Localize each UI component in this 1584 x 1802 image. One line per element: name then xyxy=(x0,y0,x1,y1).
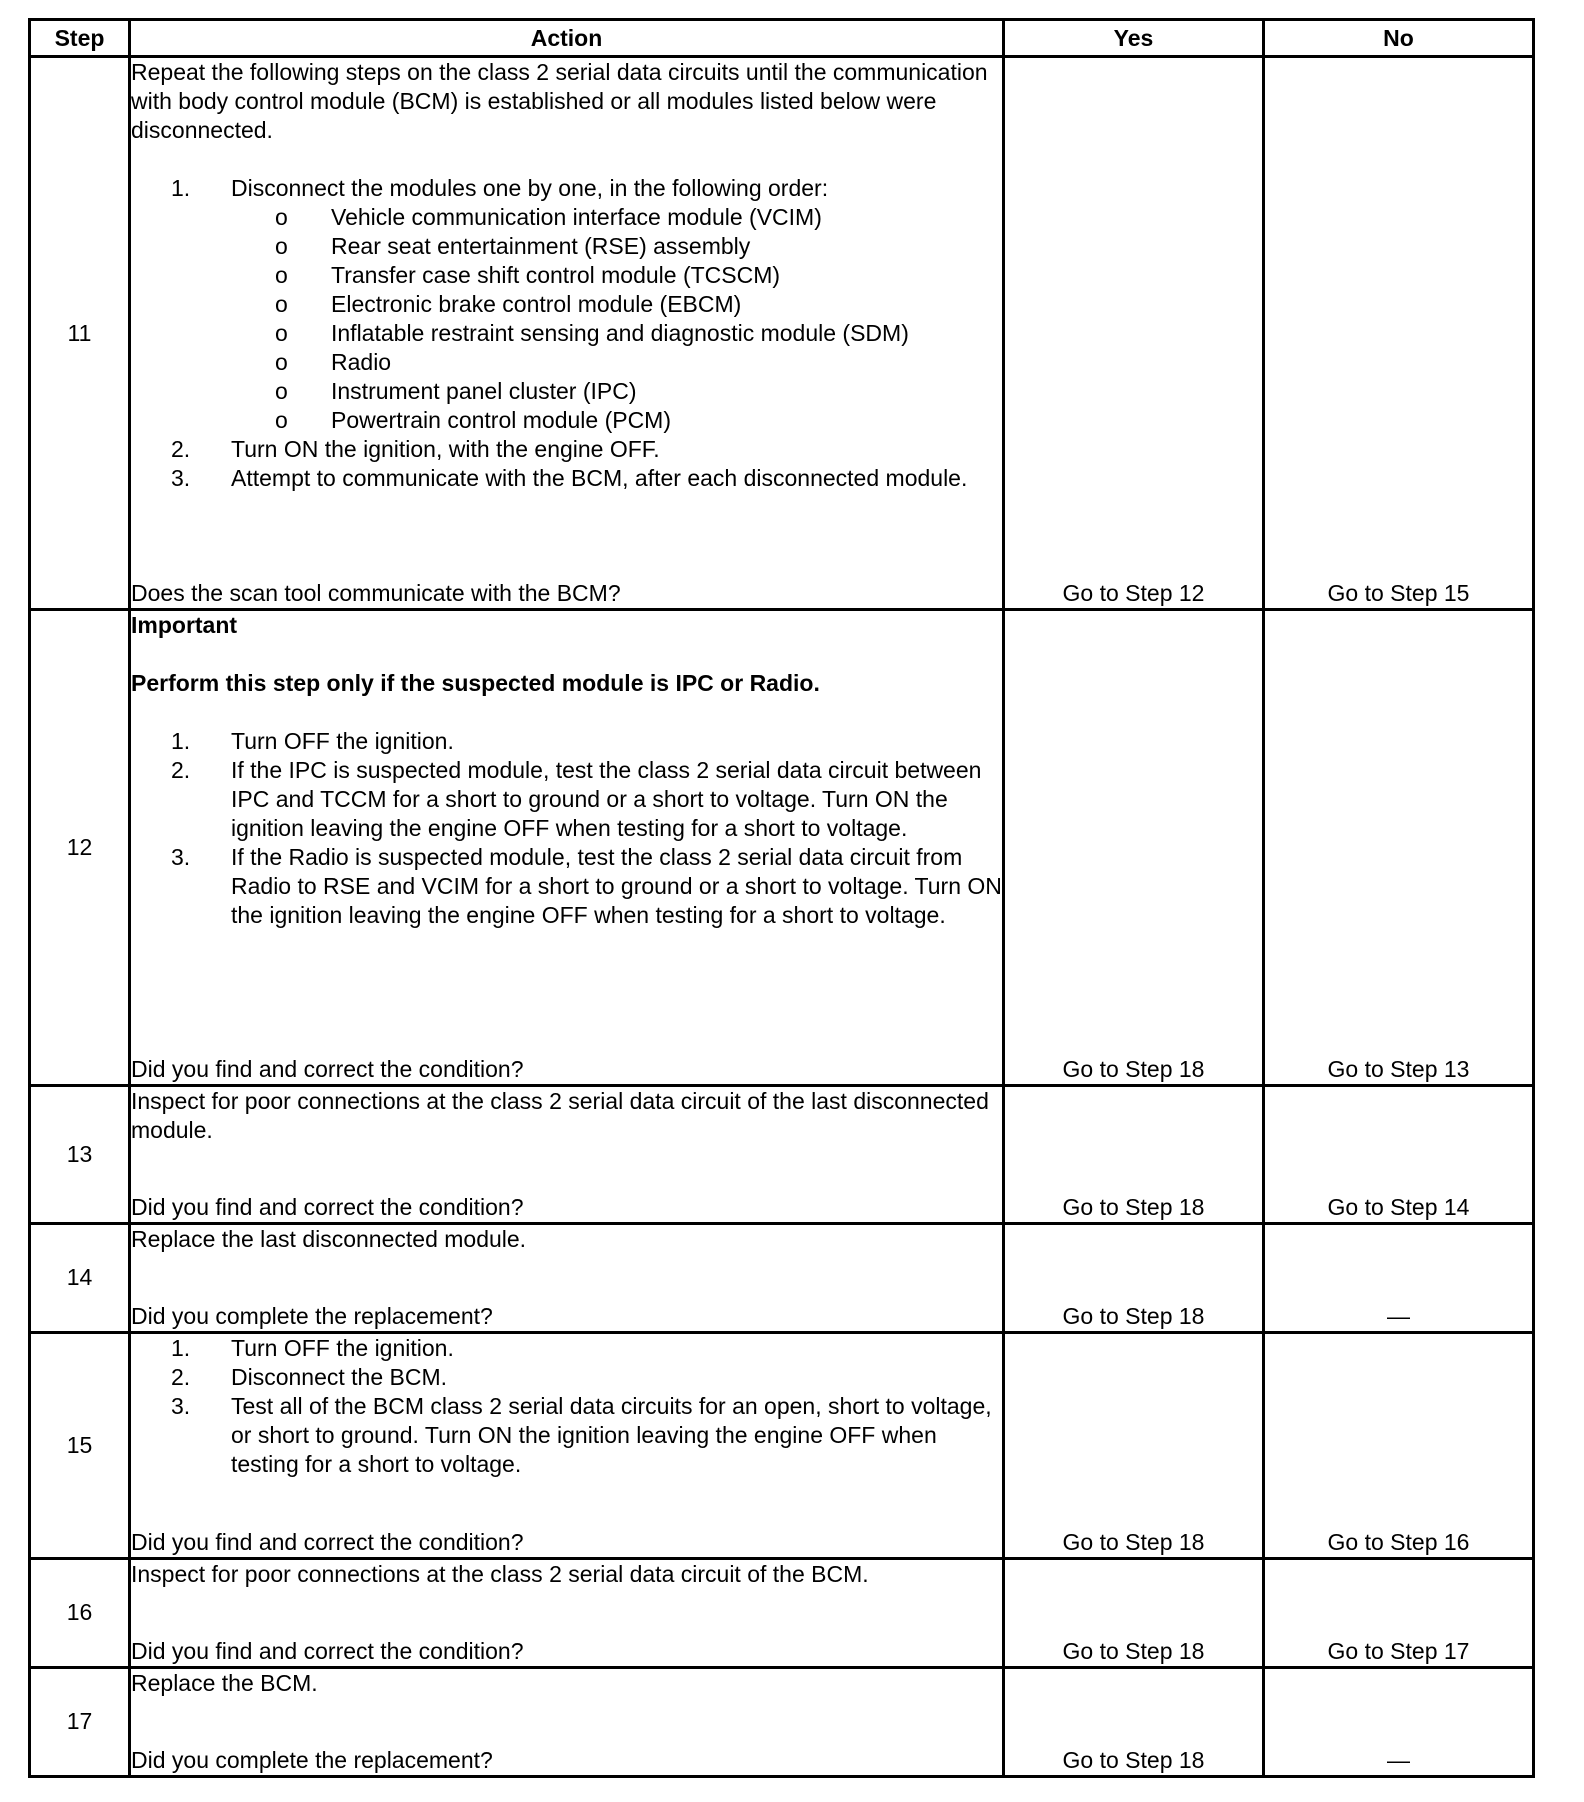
list-item xyxy=(231,232,1002,261)
header-step: Step xyxy=(30,20,130,57)
action-cell xyxy=(130,1085,1004,1223)
list-item xyxy=(131,435,1002,464)
step-text: Turn OFF the ignition. xyxy=(231,1334,454,1361)
module-name: Powertrain control module (PCM) xyxy=(331,407,672,433)
list-item xyxy=(231,290,1002,319)
action-steps xyxy=(131,727,1002,930)
header-row xyxy=(30,20,1534,57)
no-link: Go to Step 15 xyxy=(1264,57,1534,610)
step-text: Turn ON the ignition, with the engine OFF. xyxy=(231,436,660,462)
yes-link: Go to Step 18 xyxy=(1004,1667,1264,1776)
action-intro: Inspect for poor connections at the class 2 serial data circuit of the last disconnected module. xyxy=(131,1087,989,1143)
table-row-step-13 xyxy=(30,1085,1534,1223)
step-text: Attempt to communicate with the BCM, after each disconnected module. xyxy=(231,465,968,491)
step-number: 16 xyxy=(30,1558,130,1667)
step-number: 14 xyxy=(30,1223,130,1332)
step-num: 1. xyxy=(171,175,191,201)
important-note: Perform this step only if the suspected module is IPC or Radio. xyxy=(131,670,820,697)
table-row-step-16 xyxy=(30,1558,1534,1667)
action-cell xyxy=(130,1332,1004,1558)
step-num: 1. xyxy=(171,1334,191,1361)
bullet-icon: o xyxy=(275,378,288,404)
diagnostic-table xyxy=(28,18,1535,1778)
yes-link: Go to Step 18 xyxy=(1004,610,1264,1085)
list-item xyxy=(231,203,1002,232)
step-text: If the IPC is suspected module, test the class 2 serial data circuit between IPC and TCCM for a short to ground or a short to voltage. Turn ON the ignition leaving the engine OFF when testing for a short to voltage. xyxy=(231,757,982,842)
bullet-icon: o xyxy=(275,349,288,375)
module-name: Radio xyxy=(331,349,392,375)
list-item xyxy=(231,319,1002,348)
header-action: Action xyxy=(130,20,1004,57)
step-num: 3. xyxy=(171,465,191,491)
action-question: Did you complete the replacement? xyxy=(131,1747,493,1773)
action-intro: Replace the last disconnected module. xyxy=(131,1225,527,1252)
action-intro: Inspect for poor connections at the class 2 serial data circuit of the BCM. xyxy=(131,1560,869,1587)
module-name: Electronic brake control module (EBCM) xyxy=(331,291,742,317)
module-name: Inflatable restraint sensing and diagnostic module (SDM) xyxy=(331,320,909,346)
important-label: Important xyxy=(131,612,238,639)
bullet-icon: o xyxy=(275,291,288,317)
action-question: Did you find and correct the condition? xyxy=(131,1193,524,1220)
yes-link: Go to Step 18 xyxy=(1004,1558,1264,1667)
list-item xyxy=(231,261,1002,290)
list-item xyxy=(231,377,1002,406)
step-num: 3. xyxy=(171,1392,191,1419)
no-link: Go to Step 17 xyxy=(1264,1558,1534,1667)
step-num: 1. xyxy=(171,728,191,755)
action-steps xyxy=(131,174,1002,493)
list-item xyxy=(131,727,1002,756)
bullet-icon: o xyxy=(275,320,288,346)
step-number: 13 xyxy=(30,1085,130,1223)
action-cell xyxy=(130,1667,1004,1776)
step-text: Disconnect the BCM. xyxy=(231,1363,448,1390)
list-item xyxy=(231,406,1002,435)
step-text: Test all of the BCM class 2 serial data circuits for an open, short to voltage, or short to ground. Turn ON the ignition leaving the engine OFF when testing for a short to voltage. xyxy=(231,1392,992,1477)
module-name: Rear seat entertainment (RSE) assembly xyxy=(331,233,751,259)
no-link: Go to Step 16 xyxy=(1264,1332,1534,1558)
yes-link: Go to Step 18 xyxy=(1004,1085,1264,1223)
list-item xyxy=(231,348,1002,377)
bullet-icon: o xyxy=(275,407,288,433)
module-name: Instrument panel cluster (IPC) xyxy=(331,378,637,404)
step-text: If the Radio is suspected module, test the class 2 serial data circuit from Radio to RSE and VCIM for a short to ground or a short to voltage. Turn ON the ignition leaving the engine OFF when testing for a short to voltage. xyxy=(231,844,1002,929)
action-cell xyxy=(130,1223,1004,1332)
step-number: 15 xyxy=(30,1332,130,1558)
action-steps xyxy=(131,1334,1002,1479)
table-row-step-14 xyxy=(30,1223,1534,1332)
list-item xyxy=(131,1363,1002,1392)
list-item xyxy=(131,174,1002,435)
list-item xyxy=(131,1392,1002,1479)
step-text: Turn OFF the ignition. xyxy=(231,728,454,755)
no-link: Go to Step 13 xyxy=(1264,610,1534,1085)
yes-link: Go to Step 18 xyxy=(1004,1332,1264,1558)
list-item xyxy=(131,843,1002,930)
step-number: 17 xyxy=(30,1667,130,1776)
no-link: Go to Step 14 xyxy=(1264,1085,1534,1223)
action-cell xyxy=(130,610,1004,1085)
step-num: 3. xyxy=(171,844,191,871)
action-intro: Replace the BCM. xyxy=(131,1669,318,1696)
yes-link: Go to Step 18 xyxy=(1004,1223,1264,1332)
step-number: 12 xyxy=(30,610,130,1085)
no-link: — xyxy=(1264,1223,1534,1332)
list-item xyxy=(131,1334,1002,1363)
table-row-step-11 xyxy=(30,57,1534,610)
module-list xyxy=(231,203,1002,435)
no-link: — xyxy=(1264,1667,1534,1776)
module-name: Vehicle communication interface module (VCIM) xyxy=(331,204,822,230)
step-num: 2. xyxy=(171,436,191,462)
yes-link: Go to Step 12 xyxy=(1004,57,1264,610)
list-item xyxy=(131,464,1002,493)
action-question: Did you find and correct the condition? xyxy=(131,1528,524,1555)
module-name: Transfer case shift control module (TCSCM) xyxy=(331,262,781,288)
bullet-icon: o xyxy=(275,262,288,288)
action-cell xyxy=(130,57,1004,610)
list-item xyxy=(131,756,1002,843)
step-text: Disconnect the modules one by one, in the following order: xyxy=(231,175,829,201)
bullet-icon: o xyxy=(275,233,288,259)
action-question: Did you find and correct the condition? xyxy=(131,1055,524,1082)
step-num: 2. xyxy=(171,757,191,784)
header-yes: Yes xyxy=(1004,20,1264,57)
table-row-step-12 xyxy=(30,610,1534,1085)
step-number: 11 xyxy=(30,57,130,610)
action-question: Does the scan tool communicate with the BCM? xyxy=(131,580,621,607)
table-row-step-17 xyxy=(30,1667,1534,1776)
action-question: Did you complete the replacement? xyxy=(131,1302,493,1329)
step-num: 2. xyxy=(171,1363,191,1390)
action-intro: Repeat the following steps on the class 2 serial data circuits until the communication with body control module (BCM) is established or all modules listed below were disconnected. xyxy=(131,59,988,143)
action-cell xyxy=(130,1558,1004,1667)
bullet-icon: o xyxy=(275,204,288,230)
header-no: No xyxy=(1264,20,1534,57)
table-row-step-15 xyxy=(30,1332,1534,1558)
action-question: Did you find and correct the condition? xyxy=(131,1637,524,1664)
